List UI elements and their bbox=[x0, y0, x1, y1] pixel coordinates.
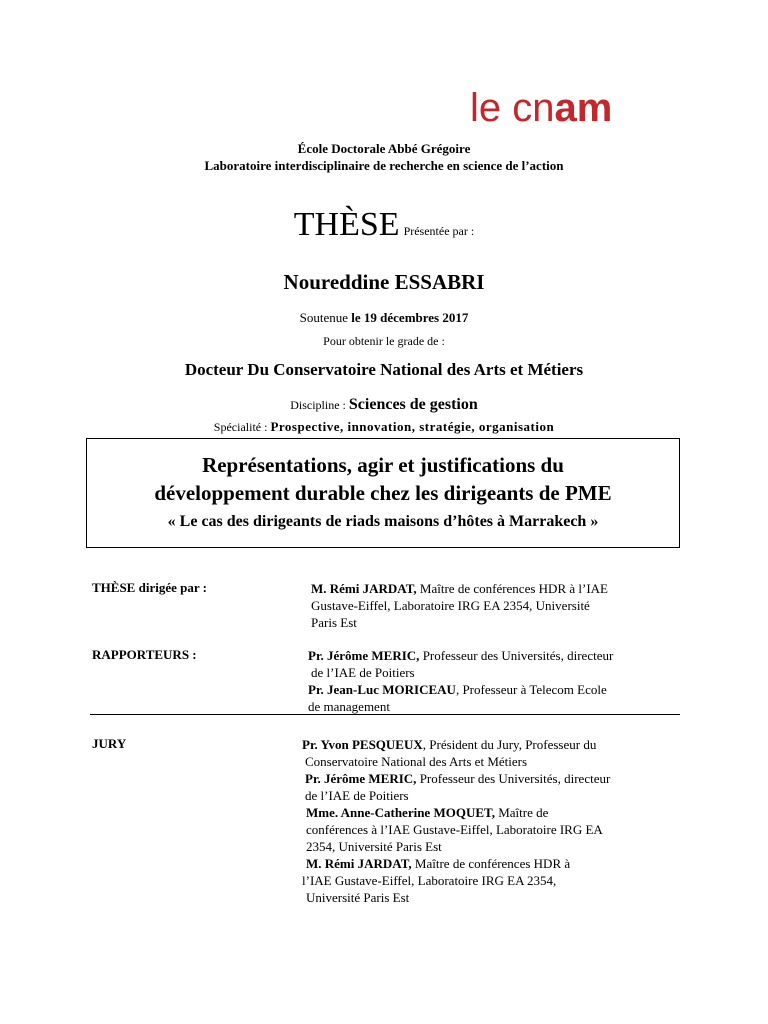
rapporteur-1-text-1: Professeur des Universités, directeur bbox=[419, 648, 614, 663]
director-text-1: Maître de conférences HDR à l’IAE bbox=[416, 581, 608, 596]
director-entry bbox=[311, 580, 691, 631]
jury-3-name: Mme. Anne-Catherine MOQUET, bbox=[306, 805, 495, 820]
jury-2-line-1 bbox=[302, 770, 692, 787]
jury-entries bbox=[302, 736, 692, 906]
defense-date bbox=[0, 310, 768, 326]
rapporteur-2-line-2: de management bbox=[308, 699, 390, 714]
director-name: M. Rémi JARDAT, bbox=[311, 581, 417, 596]
jury-4-text-1: Maître de conférences HDR à bbox=[411, 856, 571, 871]
rapporteur-2-text-1: , Professeur à Telecom Ecole bbox=[455, 682, 607, 697]
director-line-1 bbox=[311, 580, 691, 597]
title-line-2: développement durable chez les dirigeants de PME bbox=[154, 481, 612, 505]
rapporteur-2-line-1 bbox=[308, 681, 693, 698]
jury-4-name: M. Rémi JARDAT, bbox=[306, 856, 412, 871]
rapporteurs-entries bbox=[308, 647, 693, 715]
jury-3-line-3: 2354, Université Paris Est bbox=[306, 839, 442, 854]
discipline bbox=[0, 396, 768, 414]
rapporteur-1-line-2: de l’IAE de Poitiers bbox=[311, 665, 415, 680]
doctoral-school: École Doctorale Abbé Grégoire bbox=[297, 141, 471, 156]
jury-4-line-3: Université Paris Est bbox=[306, 890, 410, 905]
defended-prefix: Soutenue bbox=[299, 310, 352, 325]
discipline-label: Discipline : bbox=[290, 398, 349, 412]
presented-by: Présentée par : bbox=[403, 224, 475, 238]
cnam-logo bbox=[470, 86, 612, 131]
jury-4-line-2: l’IAE Gustave-Eiffel, Laboratoire IRG EA 2354, bbox=[302, 873, 557, 888]
logo-le: le bbox=[470, 86, 513, 130]
author-name: Noureddine ESSABRI bbox=[283, 270, 485, 294]
title-line-1: Représentations, agir et justifications du bbox=[202, 453, 564, 477]
specialite bbox=[0, 419, 768, 435]
jury-3-line-1 bbox=[302, 804, 692, 821]
jury-1-name: Pr. Yvon PESQUEUX bbox=[302, 737, 423, 752]
rapporteur-1-line-1 bbox=[308, 647, 693, 664]
director-line-2: Gustave-Eiffel, Laboratoire IRG EA 2354, Université bbox=[311, 598, 590, 613]
jury-2-line-2: de l’IAE de Poitiers bbox=[305, 788, 409, 803]
rapporteur-1-name: Pr. Jérôme MERIC, bbox=[308, 648, 420, 663]
laboratory: Laboratoire interdisciplinaire de recherche en science de l’action bbox=[204, 158, 564, 173]
jury-label: JURY bbox=[92, 736, 127, 751]
degree-title: Docteur Du Conservatoire National des Arts et Métiers bbox=[184, 360, 584, 379]
specialite-label: Spécialité : bbox=[213, 420, 271, 434]
thesis-title-box bbox=[86, 438, 680, 548]
grade-line: Pour obtenir le grade de : bbox=[323, 334, 445, 348]
jury-2-name: Pr. Jérôme MERIC, bbox=[305, 771, 417, 786]
title-subtitle: « Le cas des dirigeants de riads maisons d’hôtes à Marrakech » bbox=[167, 513, 599, 530]
jury-1-text-1: , Président du Jury, Professeur du bbox=[422, 737, 597, 752]
jury-3-text-1: Maître de bbox=[494, 805, 549, 820]
jury-2-text-1: Professeur des Universités, directeur bbox=[416, 771, 611, 786]
jury-1-line-2: Conservatoire National des Arts et Métiers bbox=[305, 754, 528, 769]
thesis-heading bbox=[0, 206, 768, 244]
section-divider bbox=[90, 714, 680, 715]
rapporteur-2-name: Pr. Jean-Luc MORICEAU bbox=[308, 682, 456, 697]
rapporteurs-label: RAPPORTEURS : bbox=[92, 647, 197, 662]
jury-4-line-1 bbox=[302, 855, 692, 872]
jury-3-line-2: conférences à l’IAE Gustave-Eiffel, Laboratoire IRG EA bbox=[306, 822, 603, 837]
specialite-value: Prospective, innovation, stratégie, organisation bbox=[270, 419, 555, 434]
jury-1-line-1 bbox=[302, 736, 692, 753]
director-line-3: Paris Est bbox=[311, 615, 357, 630]
defended-date: le 19 décembres 2017 bbox=[351, 310, 469, 325]
logo-am: am bbox=[554, 86, 613, 130]
logo-cn: cn bbox=[512, 86, 555, 130]
directed-label: THÈSE dirigée par : bbox=[92, 580, 207, 595]
discipline-value: Sciences de gestion bbox=[348, 396, 478, 413]
thesis-word: THÈSE bbox=[293, 206, 400, 243]
